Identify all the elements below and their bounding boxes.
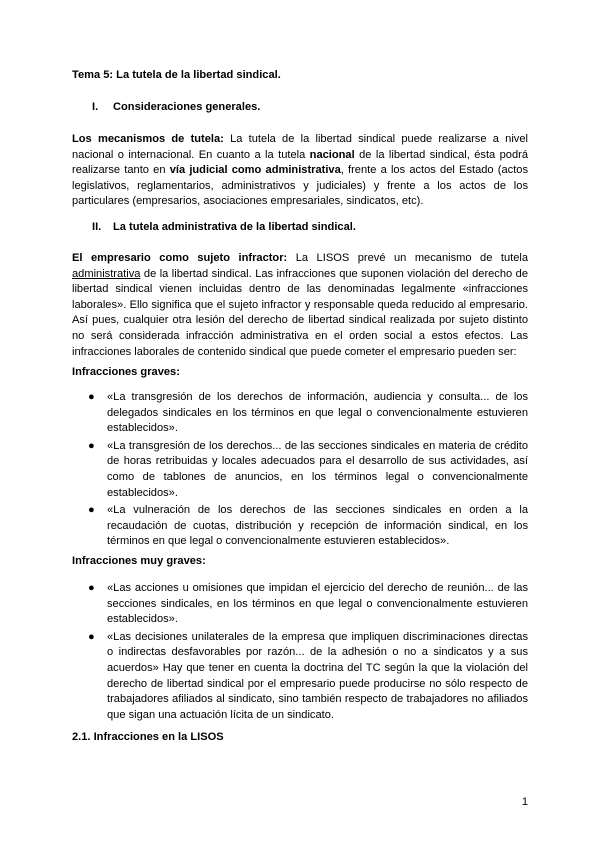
list-item — [72, 439, 528, 501]
section-number: II. — [92, 221, 102, 233]
list-item — [72, 630, 528, 724]
body-text: de la libertad sindical, ésta podrá realizarse tanto en — [72, 148, 528, 177]
subsection-heading: 2.1. Infracciones en la LISOS — [72, 731, 224, 743]
lead-text: El empresario como sujeto infractor: — [72, 252, 288, 264]
list-item-text: «La vulneración de los derechos de las secciones sindicales en orden a la recaudación de cuotas, distribución y recepción de información sindical, en los términos en que legal o convencionalmente estuvieren establecidos». — [107, 504, 528, 548]
section-title: La tutela administrativa de la libertad sindical. — [113, 221, 356, 233]
paragraph-empresario — [72, 251, 528, 360]
list-item — [72, 390, 528, 437]
heading-infracciones-muy-graves: Infracciones muy graves: — [72, 555, 206, 567]
list-item — [72, 503, 528, 550]
body-text: La tutela de la libertad sindical puede realizarse a nivel nacional o internacional. En cuanto a la tutela — [72, 133, 528, 161]
heading-infracciones-graves: Infracciones graves: — [72, 366, 180, 378]
paragraph-mecanismos — [72, 132, 528, 210]
bullet-icon: ● — [88, 391, 95, 403]
body-text: La LISOS prevé un mecanismo de tutela — [287, 252, 529, 264]
list-item-text: «La transgresión de los derechos... de las secciones sindicales en materia de crédito de horas retribuidas y locales adecuados para el desarrollo de sus actividades, así como de tablones de anuncios, en los términos legal o convencionalmente establecidos». — [107, 439, 528, 499]
list-infracciones-muy-graves — [72, 581, 528, 725]
section-heading-2 — [92, 220, 356, 236]
body-text: , frente a los actos del Estado (actos legislativos, reglamentarios, administrativos y judiciales) y frente a los actos de los particulares (empresarios, asociaciones empresariales, sindicatos, etc). — [72, 164, 528, 208]
bold-text: vía judicial como administrativa — [169, 164, 341, 177]
document-title: Tema 5: La tutela de la libertad sindical. — [72, 69, 281, 81]
section-title: Consideraciones generales. — [113, 101, 261, 113]
bullet-icon: ● — [88, 439, 95, 452]
section-heading-1 — [92, 100, 260, 116]
body-text: de la libertad sindical. Las infracciones que suponen violación del derecho de libertad sindical vienen incluidas dentro de las denominadas legalmente «infracciones laborales». Ello significa que el sujeto infractor y responsable queda reducido al empresario. Así pues, cualquier otra lesión del derecho de libertad sindical realizada por sujeto distinto no será considerada infracción administrativa en el orden social a estos efectos. Las infracciones laborales de contenido sindical que puede cometer el empresario pueden ser: — [72, 267, 528, 358]
page-number: 1 — [521, 796, 528, 808]
bold-text: nacional — [309, 148, 355, 161]
bullet-icon: ● — [88, 504, 95, 517]
section-number: I. — [92, 101, 99, 113]
bullet-icon: ● — [88, 630, 95, 643]
list-item-text: «La transgresión de los derechos de información, audiencia y consulta... de los delegados sindicales en los términos en que legal o convencionalmente estuvieren establecidos». — [107, 391, 528, 435]
bullet-icon: ● — [88, 582, 95, 594]
underlined-text: administrativa — [72, 267, 141, 280]
lead-text: Los mecanismos de tutela: — [72, 133, 224, 145]
list-item — [72, 581, 528, 628]
list-item-text: «Las decisiones unilaterales de la empresa que impliquen discriminaciones directas o indirectas desfavorables por razón... de la adhesión o no a sindicatos y a sus acuerdos» Hay que tener en cuenta la doctrina del TC según la que la violación del derecho de libertad sindical por el empresario puede producirse no sólo respecto de trabajadores afiliados al sindicato, sino también respecto de trabajadores no afiliados que sigan una actuación lícita de un sindicato. — [107, 630, 528, 721]
list-infracciones-graves — [72, 390, 528, 552]
list-item-text: «Las acciones u omisiones que impidan el ejercicio del derecho de reunión... de las secciones sindicales, en los términos en que legal o convencionalmente estuvieren establecidos». — [107, 582, 528, 626]
